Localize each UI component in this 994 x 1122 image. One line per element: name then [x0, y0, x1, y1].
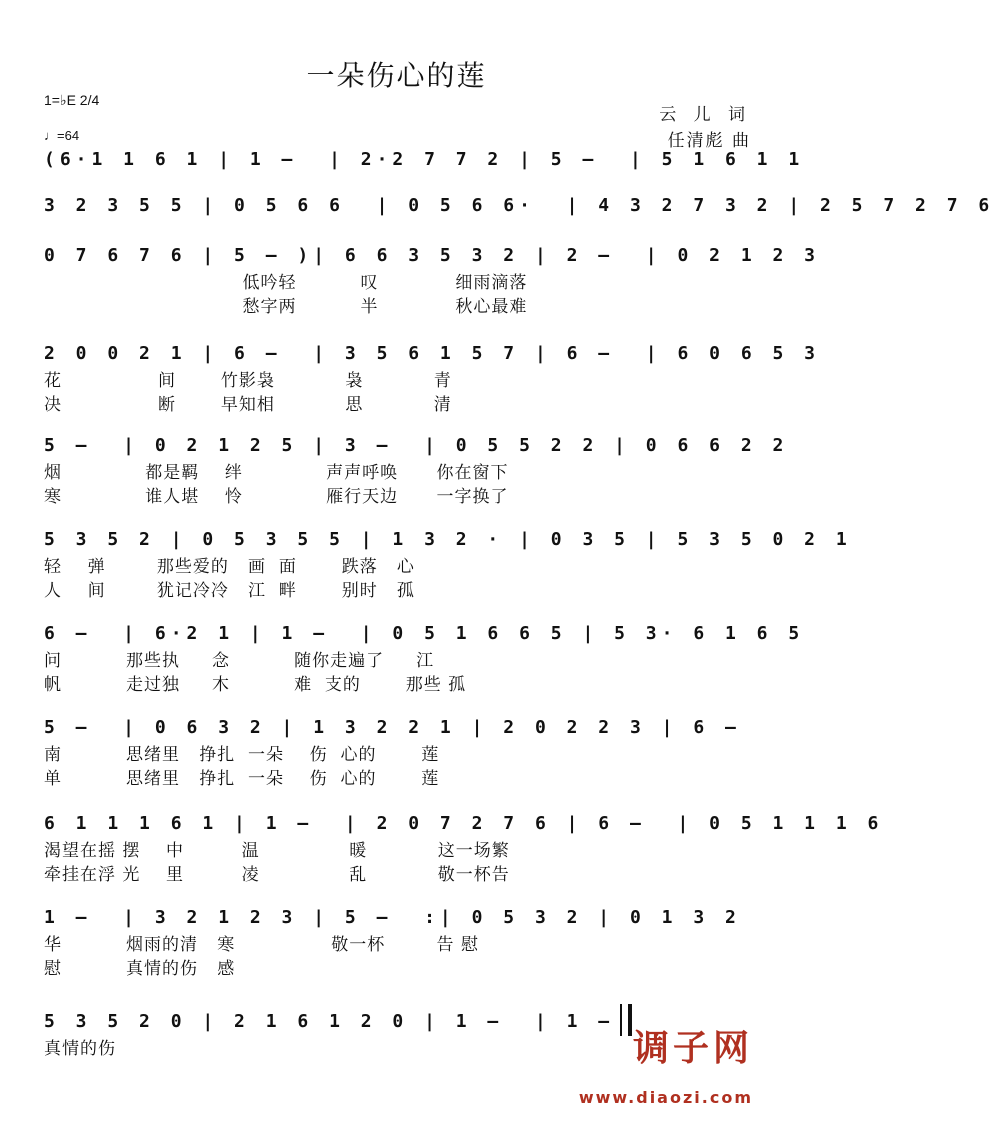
- tempo-marking: ♩=64: [44, 128, 80, 143]
- notation-row: (6·1 1 6 1 | 1 – | 2·2 7 7 2 | 5 – | 5 1 6 1 1: [44, 148, 805, 170]
- score-line-3: [44, 242, 821, 317]
- composer-credit: 任清彪 曲: [667, 131, 751, 151]
- notation-row: 2 0 0 2 1 | 6 – | 3 5 6 1 5 7 | 6 – | 6 0 6 5 3: [44, 342, 821, 364]
- notation-row: 5 3 5 2 0 | 2 1 6 1 2 0 | 1 – | 1 –: [44, 1010, 615, 1032]
- lyric-verse-1: 花 间 竹影袅 袅 青: [44, 371, 452, 391]
- lyric-verse-2: 牵挂在浮 光 里 凌 乱 敬一杯告: [44, 865, 510, 885]
- site-url: www.diaozi.com: [578, 1088, 753, 1107]
- lyric-verse-2: 帆 走过独 木 难 支的 那些 孤: [44, 675, 467, 695]
- score-line-2: [44, 192, 994, 218]
- lyric-verse-1: 烟 都是羁 绊 声声呼唤 你在窗下: [44, 463, 509, 483]
- lyric-verse-1: 真情的伤: [44, 1039, 116, 1059]
- notation-row: 5 – | 0 6 3 2 | 1 3 2 2 1 | 2 0 2 2 3 | 6 –: [44, 716, 741, 738]
- score-line-6: [44, 526, 852, 601]
- score-line-8: [44, 714, 752, 788]
- lyric-verse-1: 问 那些执 念 随你走遍了 江: [44, 651, 435, 671]
- notation-row: 3 2 3 5 5 | 0 5 6 6 | 0 5 6 6· | 4 3 2 7 3 2 | 2 5 7 2 7 6: [44, 194, 994, 216]
- lyric-verse-1: 渴望在摇 摆 中 温 暖 这一场繁: [44, 841, 510, 861]
- score-line-10: [44, 904, 752, 978]
- lyric-verse-1: 轻 弹 那些爱的 画 面 跌落 心: [44, 557, 415, 577]
- notation-row: 5 3 5 2 | 0 5 3 5 5 | 1 3 2 · | 0 3 5 | 5 3 5 0 2 1: [44, 528, 852, 550]
- lyric-verse-1: 低吟轻 叹 细雨滴落: [44, 273, 528, 293]
- score-line-1: [44, 146, 805, 172]
- notation-row: 6 – | 6·2 1 | 1 – | 0 5 1 6 6 5 | 5 3· 6 1 6 5: [44, 622, 805, 644]
- notation-row: 0 7 6 7 6 | 5 – )| 6 6 3 5 3 2 | 2 – | 0 2 1 2 3: [44, 244, 821, 266]
- key-signature: 1=♭E 2/4: [44, 92, 100, 108]
- lyric-verse-1: 南 思绪里 挣扎 一朵 伤 心的 莲: [44, 745, 440, 765]
- song-title: 一朵伤心的莲: [306, 59, 487, 92]
- score-line-11: [44, 1008, 615, 1059]
- lyric-verse-2: 寒 谁人堪 怜 雁行天边 一字换了: [44, 487, 509, 507]
- score-line-7: [44, 620, 805, 695]
- lyric-verse-2: 单 思绪里 挣扎 一朵 伤 心的 莲: [44, 769, 440, 789]
- lyric-verse-2: 决 断 早知相 思 清: [44, 395, 452, 415]
- notation-row: 6 1 1 1 6 1 | 1 – | 2 0 7 2 7 6 | 6 – | 0 5 1 1 1 6: [44, 812, 884, 834]
- final-barline: [620, 1004, 632, 1036]
- site-logo: 调子网: [632, 1028, 753, 1069]
- lyricist-credit: 云 儿 词: [659, 105, 751, 125]
- lyric-verse-2: 人 间 犹记冷冷 江 畔 别时 孤: [44, 581, 415, 601]
- notation-row: 5 – | 0 2 1 2 5 | 3 – | 0 5 5 2 2 | 0 6 6 2 2: [44, 434, 789, 456]
- score-line-5: [44, 432, 789, 507]
- lyric-verse-1: 华 烟雨的清 寒 敬一杯 告 慰: [44, 935, 479, 955]
- score-line-4: [44, 340, 821, 415]
- lyric-verse-2: 愁字两 半 秋心最难: [44, 297, 528, 317]
- score-line-9: [44, 810, 884, 885]
- notation-row: 1 – | 3 2 1 2 3 | 5 – :| 0 5 3 2 | 0 1 3 2: [44, 906, 741, 928]
- lyric-verse-2: 慰 真情的伤 感: [44, 959, 236, 979]
